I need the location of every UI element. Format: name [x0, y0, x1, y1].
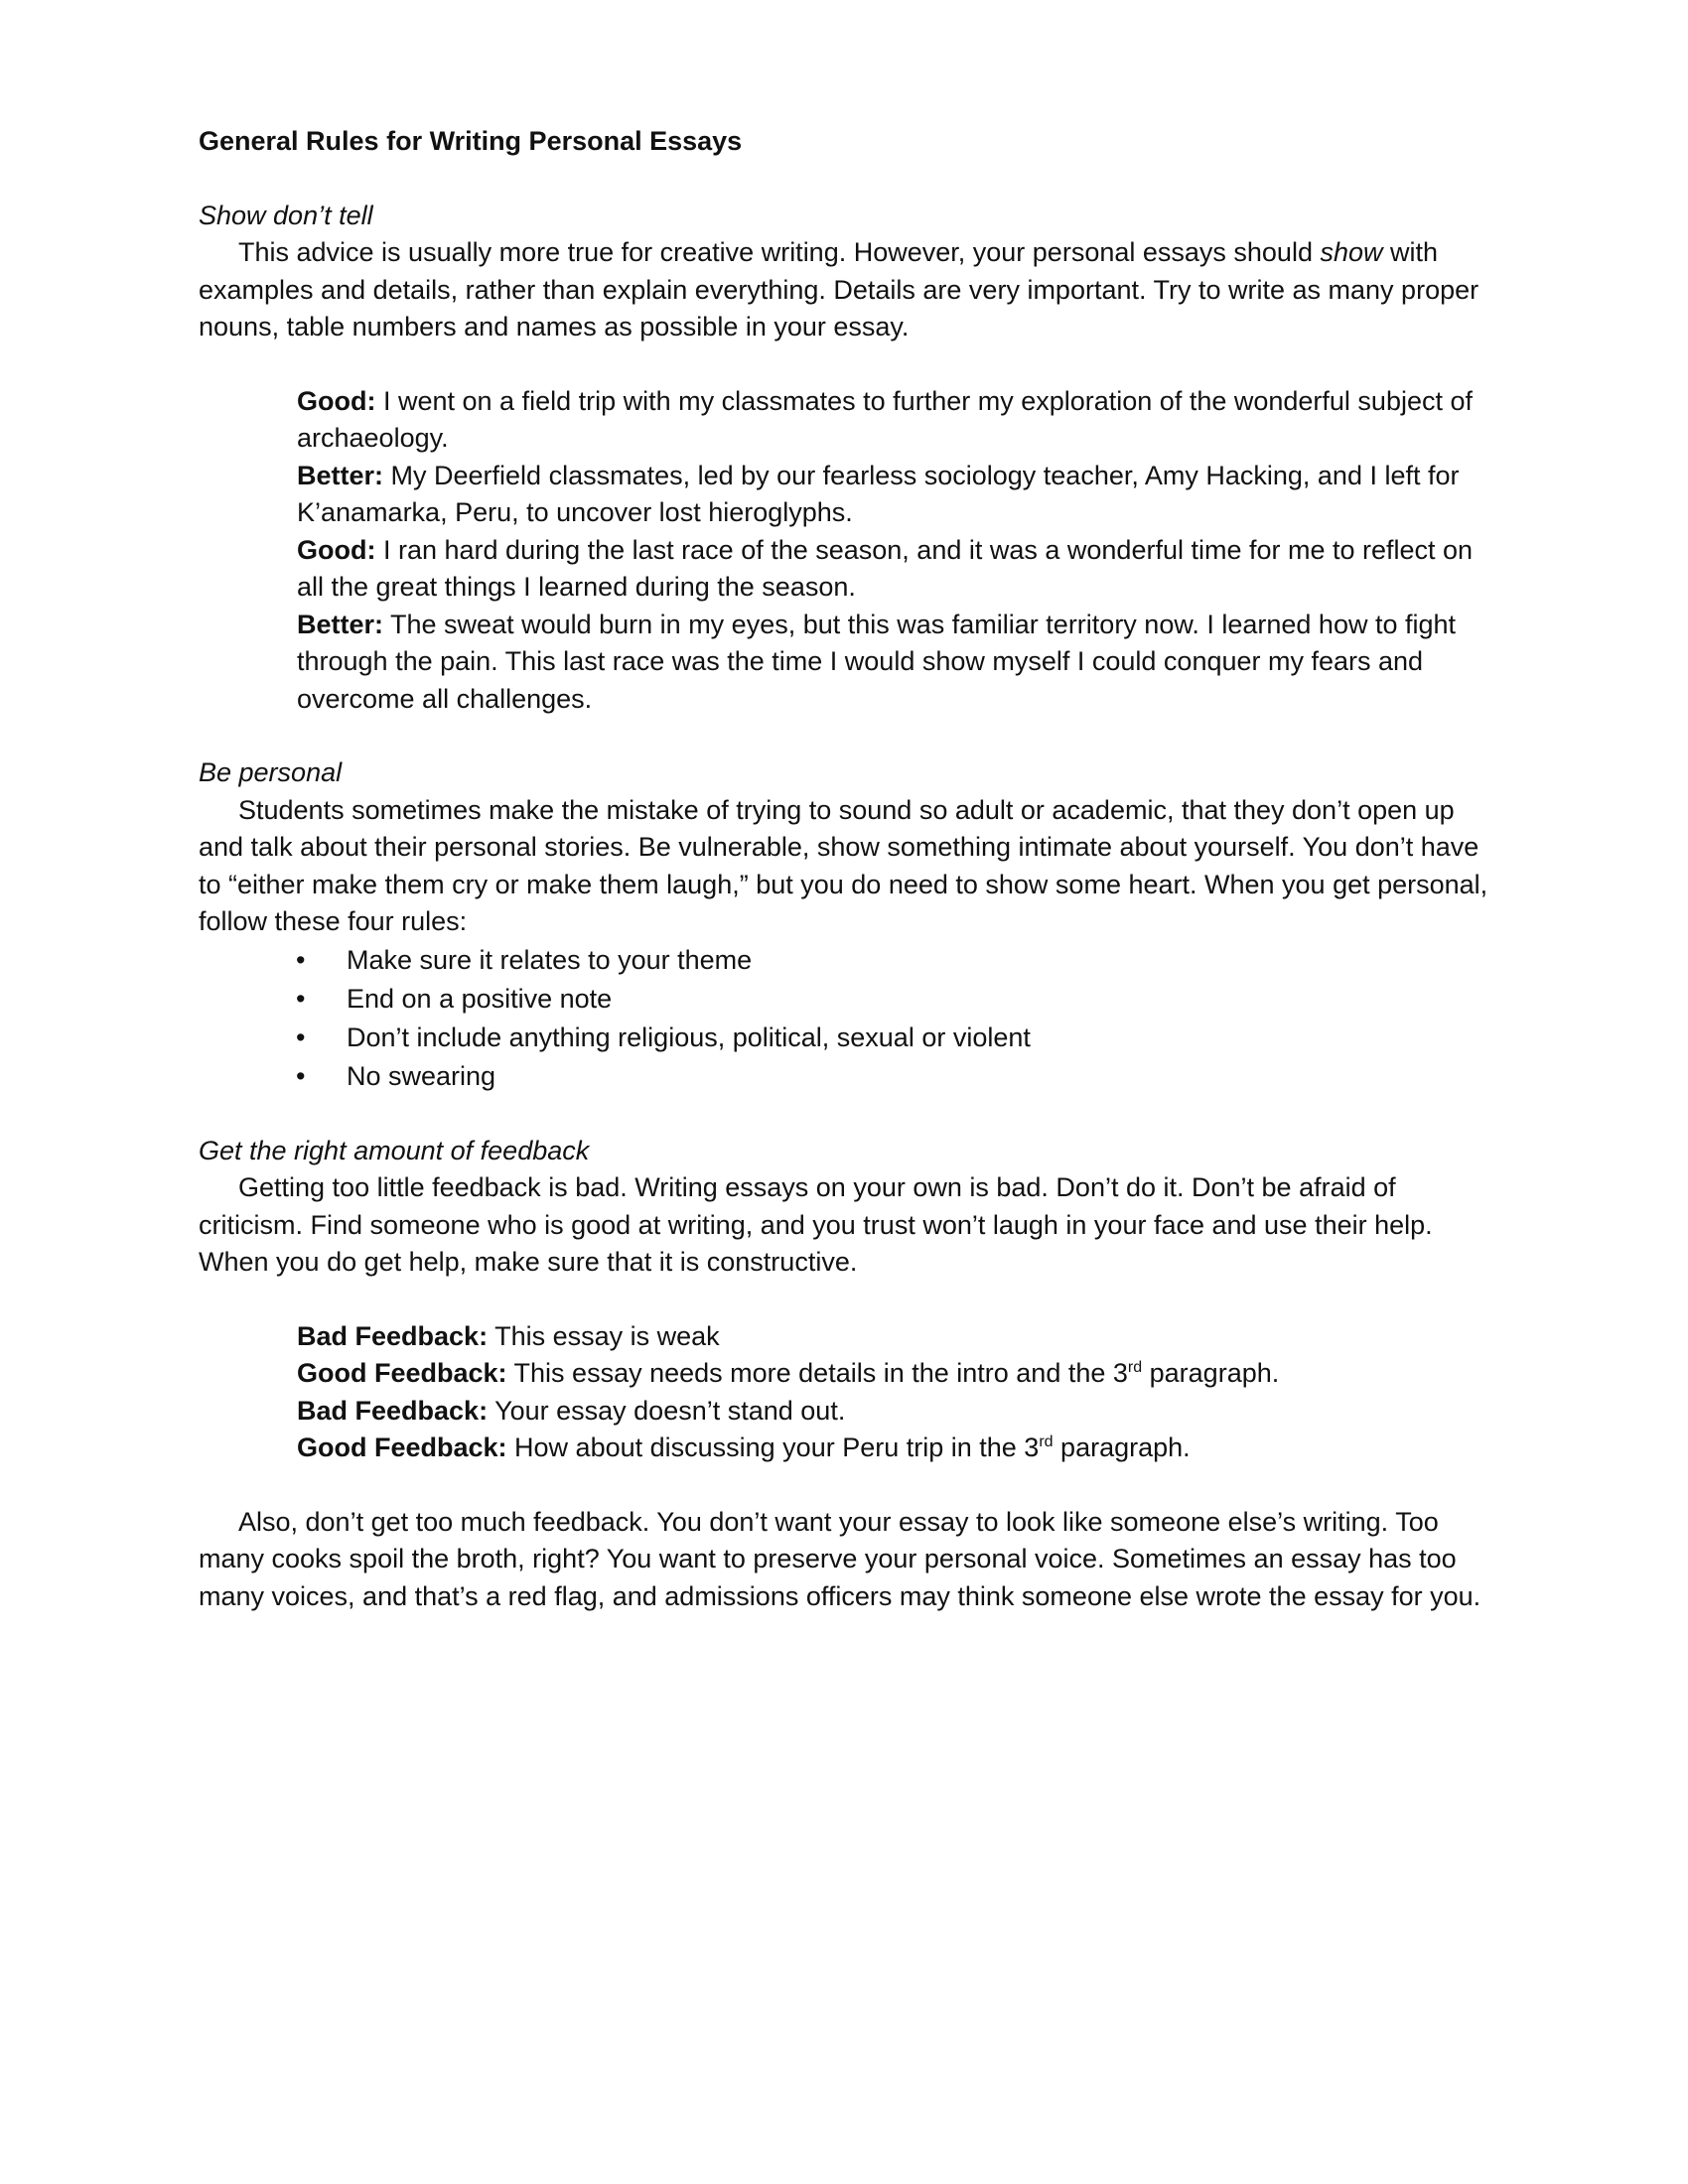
example-line — [297, 532, 1489, 607]
emphasis-text: show — [1320, 237, 1383, 267]
feedback-text: paragraph. — [1142, 1358, 1280, 1388]
feedback-label: Good Feedback: — [297, 1433, 507, 1462]
example-line — [297, 607, 1489, 719]
section-heading-show-dont-tell: Show don’t tell — [199, 200, 373, 230]
feedback-label: Bad Feedback: — [297, 1395, 489, 1426]
feedback-text: This essay is weak — [488, 1320, 720, 1351]
example-text: I ran hard during the last race of the season, and it was a wonderful time for me to reflect on all the great things I learned during the season. — [297, 534, 1474, 602]
paragraph-text: This advice is usually more true for creative writing. However, your personal essays should — [238, 237, 1321, 267]
section-paragraph-feedback: Getting too little feedback is bad. Writing essays on your own is bad. Don’t do it. Don’t be afraid of criticism. Find someone who is good at writing, and you trust won’t laugh in your face and use their help. When you do get help, make sure that it is constructive. — [199, 1172, 1433, 1277]
example-label: Good: — [297, 385, 376, 416]
paragraph-text: with examples and details, rather than explain everything. Details are very important. Try to write as many proper nouns, table numbers and names as possible in your essay. — [199, 237, 1479, 341]
feedback-example-line — [297, 1318, 1489, 1356]
example-label: Good: — [297, 534, 376, 565]
example-text: I went on a field trip with my classmates to further my exploration of the wonderful subject of archaeology. — [297, 385, 1473, 453]
examples-block-feedback — [297, 1318, 1489, 1467]
feedback-text: paragraph. — [1053, 1433, 1191, 1462]
rules-list — [199, 941, 1489, 1096]
document-page — [199, 123, 1489, 1615]
list-item-text: Make sure it relates to your theme — [347, 944, 753, 975]
section-paragraph-show-dont-tell — [199, 234, 1489, 346]
list-item — [296, 941, 1489, 980]
ordinal-suffix: rd — [1127, 1359, 1143, 1376]
spacer — [199, 1096, 1489, 1133]
example-text: The sweat would burn in my eyes, but this was familiar territory now. I learned how to fight through the pain. This last race was the time I would show myself I could conquer my fears and overcome all challenges. — [297, 609, 1457, 714]
feedback-text: How about discussing your Peru trip in the 3 — [506, 1433, 1040, 1462]
example-label: Better: — [297, 460, 384, 490]
feedback-example-line — [297, 1355, 1489, 1393]
example-line — [297, 458, 1489, 532]
list-item-text: No swearing — [347, 1060, 496, 1091]
document-title: General Rules for Writing Personal Essays — [199, 126, 743, 156]
example-line — [297, 383, 1489, 458]
bullet-icon: • — [296, 983, 306, 1014]
feedback-text: Your essay doesn’t stand out. — [488, 1395, 846, 1426]
bullet-icon: • — [296, 944, 306, 975]
feedback-label: Bad Feedback: — [297, 1320, 489, 1351]
ordinal-suffix: rd — [1039, 1433, 1054, 1450]
bullet-icon: • — [296, 1060, 306, 1091]
examples-block-show-dont-tell — [297, 383, 1489, 719]
feedback-example-line — [297, 1430, 1489, 1467]
bullet-icon: • — [296, 1022, 306, 1052]
list-item-text: End on a positive note — [347, 983, 613, 1014]
list-item — [296, 980, 1489, 1019]
example-label: Better: — [297, 609, 384, 639]
feedback-example-line — [297, 1393, 1489, 1431]
section-heading-feedback: Get the right amount of feedback — [199, 1135, 590, 1165]
list-item — [296, 1057, 1489, 1096]
section-paragraph-be-personal: Students sometimes make the mistake of trying to sound so adult or academic, that they don’t open up and talk about their personal stories. Be vulnerable, show something intimate about yourself. You don’t have to “either make them cry or make them laugh,” but you do need to show some heart. When you get personal, follow these four rules: — [199, 794, 1488, 936]
closing-paragraph: Also, don’t get too much feedback. You don’t want your essay to look like someone else’s writing. Too many cooks spoil the broth, right? You want to preserve your personal voice. Sometimes an essay has too many voices, and that’s a red flag, and admissions officers may think someone else wrote the essay for you. — [199, 1506, 1481, 1611]
feedback-text: This essay needs more details in the intro and the 3 — [506, 1358, 1128, 1388]
list-item — [296, 1019, 1489, 1057]
list-item-text: Don’t include anything religious, political, sexual or violent — [347, 1022, 1031, 1052]
feedback-label: Good Feedback: — [297, 1358, 507, 1388]
section-heading-be-personal: Be personal — [199, 757, 343, 787]
example-text: My Deerfield classmates, led by our fearless sociology teacher, Amy Hacking, and I left for K’anamarka, Peru, to uncover lost hieroglyphs. — [297, 460, 1460, 527]
